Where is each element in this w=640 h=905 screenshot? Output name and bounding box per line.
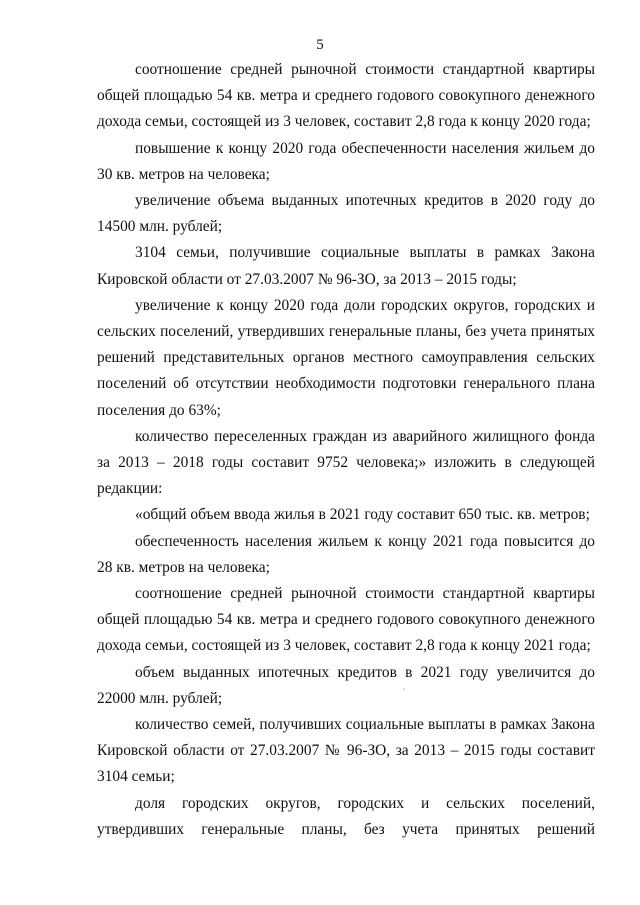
page-number: 5 [316, 37, 324, 53]
paragraph-housing-ratio-2021: соотношение средней рыночной стоимости стандартной квартиры общей площадью 54 кв. метра и среднего годового совокупного денежного дохода семьи, состоящей из 3 человек, составит 2,8 года к концу 2021 года; [97, 585, 595, 655]
paragraph-general-plans-share-continued: доля городских округов, городских и сельских поселений, утвердивших генеральные планы, без учета принятых решений [97, 794, 595, 838]
scan-speck [403, 688, 405, 690]
paragraph-mortgage-volume-2021: объем выданных ипотечных кредитов в 2021 году увеличится до 22000 млн. рублей; [97, 663, 595, 707]
paragraph-housing-ratio-2020: соотношение средней рыночной стоимости стандартной квартиры общей площадью 54 кв. метра и среднего годового совокупного денежного дохода семьи, состоящей из 3 человек, составит 2,8 года к концу 2020 года; [97, 61, 595, 131]
paragraph-mortgage-volume-2020: увеличение объема выданных ипотечных кредитов в 2020 году до 14500 млн. рублей; [97, 192, 595, 236]
paragraph-housing-provision-2020: повышение к концу 2020 года обеспеченности населения жильем до 30 кв. метров на человека; [97, 139, 595, 183]
document-body [97, 57, 595, 843]
paragraph-social-payments-families: 3104 семьи, получившие социальные выплаты в рамках Закона Кировской области от 27.03.2007 № 96-ЗО, за 2013 – 2015 годы; [97, 244, 595, 288]
paragraph-general-plans-share-2020: увеличение к концу 2020 года доли городских округов, городских и сельских поселений, утвердивших генеральные планы, без учета принятых решений представительных органов местного самоуправления сельских поселений об отсутствии необходимости подготовки генерального плана поселения до 63%; [97, 296, 595, 419]
paragraph-housing-provision-2021: обеспеченность населения жильем к концу 2021 года повысится до 28 кв. метров на человека; [97, 532, 595, 576]
paragraph-housing-commissioning-2021: «общий объем ввода жилья в 2021 году составит 650 тыс. кв. метров; [135, 506, 590, 524]
paragraph-social-payments-count: количество семей, получивших социальные выплаты в рамках Закона Кировской области от 27.03.2007 № 96-ЗО, за 2013 – 2015 годы составит 3104 семьи; [97, 716, 595, 786]
paragraph-resettled-citizens: количество переселенных граждан из аварийного жилищного фонда за 2013 – 2018 годы составит 9752 человека;» изложить в следующей редакции: [97, 427, 595, 498]
